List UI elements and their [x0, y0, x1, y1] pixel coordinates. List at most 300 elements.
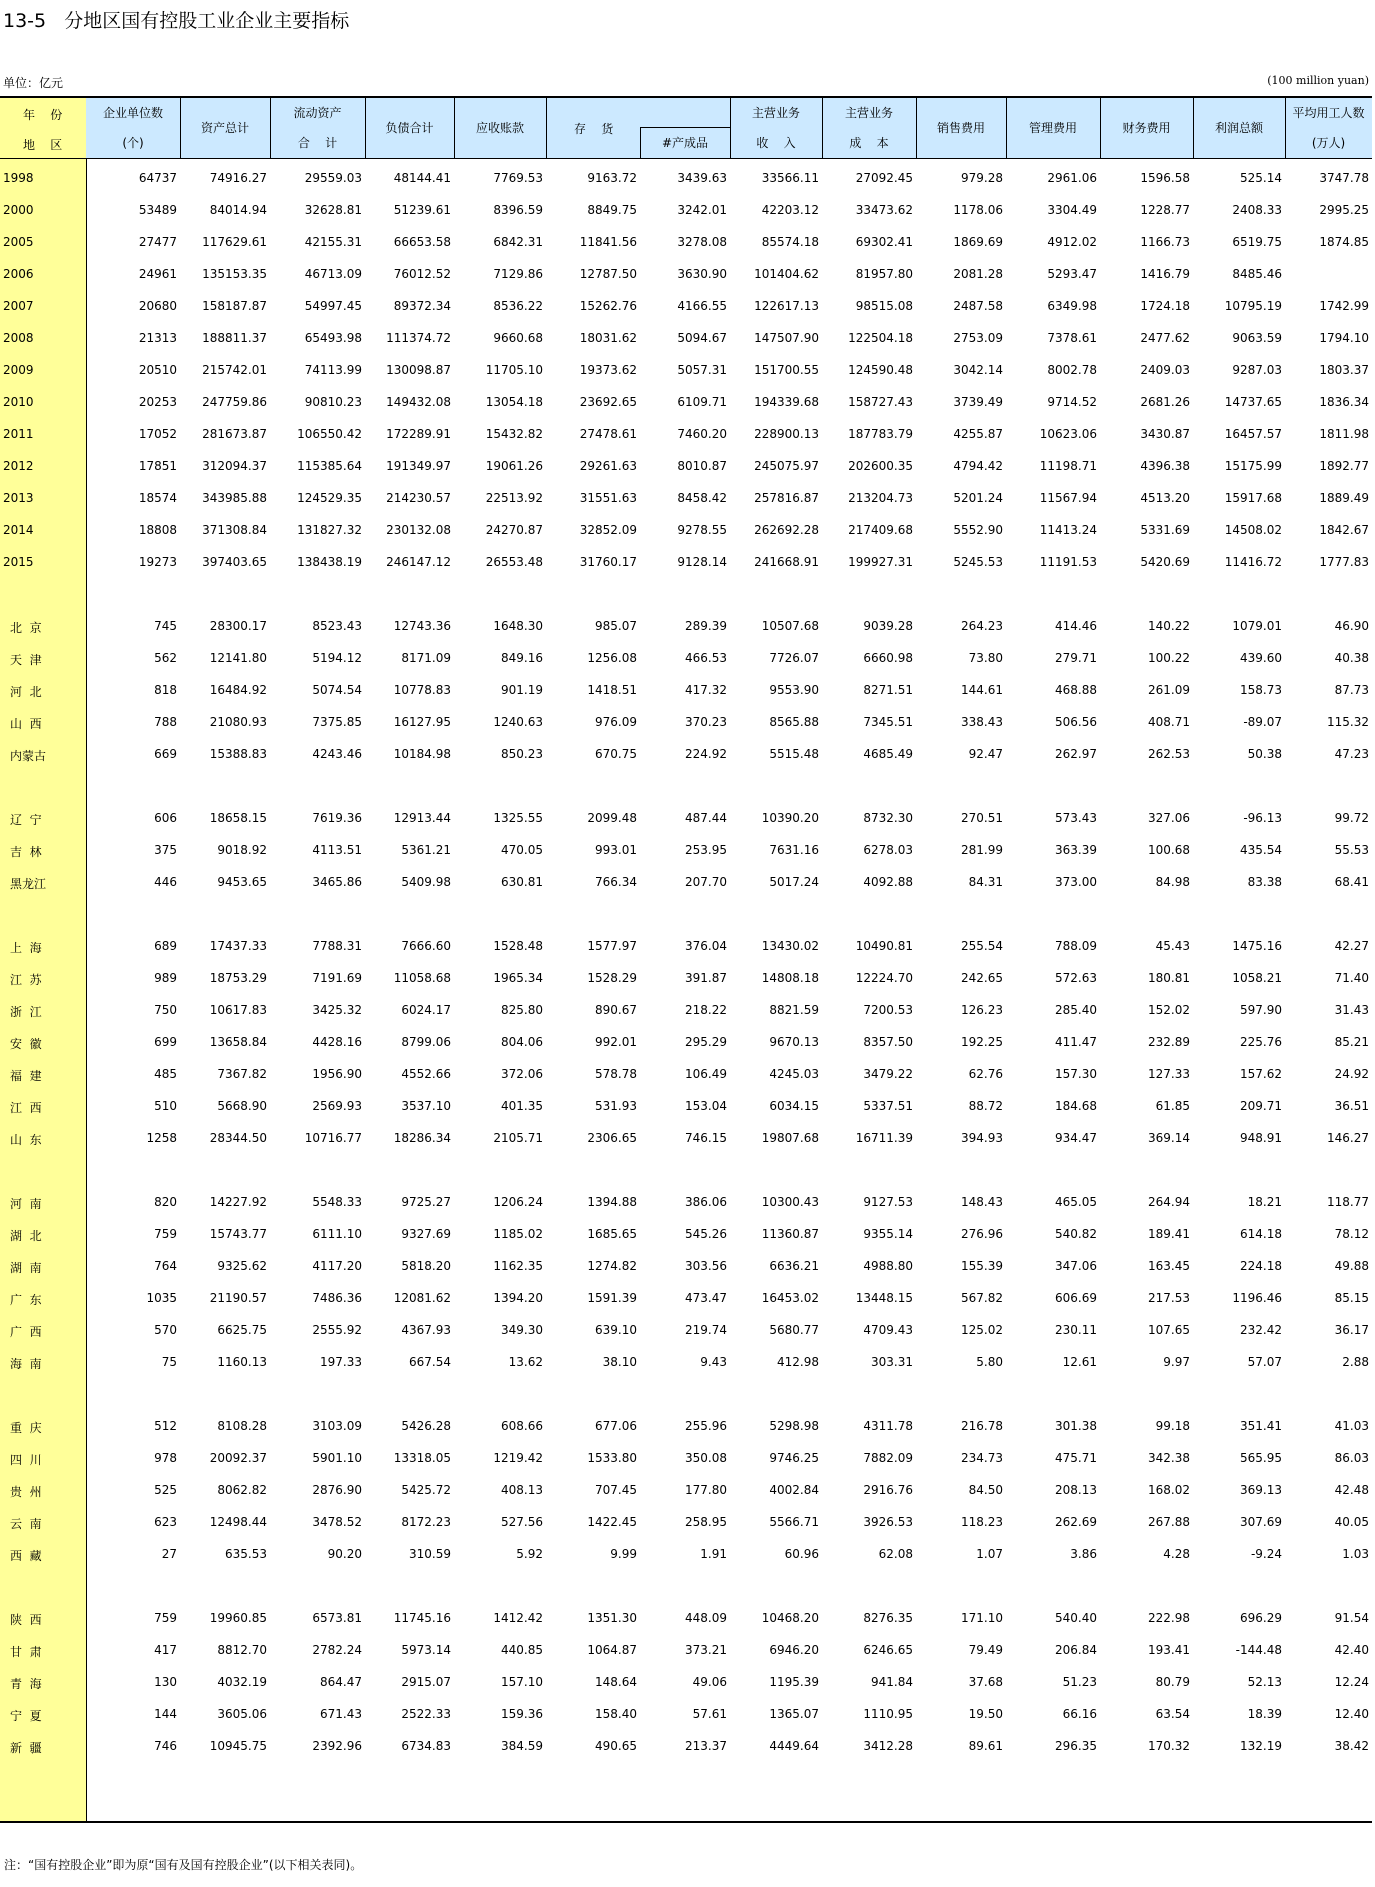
- table-cell: 258.95: [685, 1515, 727, 1529]
- table-cell: 7788.31: [312, 939, 362, 953]
- table-cell: 439.60: [1240, 651, 1282, 665]
- table-cell: 27092.45: [855, 171, 913, 185]
- table-cell: 1240.63: [493, 715, 543, 729]
- row-label: 2009: [3, 363, 34, 377]
- table-cell: 46713.09: [304, 267, 362, 281]
- table-cell: 9.43: [700, 1355, 727, 1369]
- table-cell: 17851: [138, 459, 177, 473]
- table-cell: 4367.93: [401, 1323, 451, 1337]
- table-cell: 397403.65: [202, 555, 267, 569]
- table-cell: 7619.36: [312, 811, 362, 825]
- table-cell: 46.90: [1334, 619, 1369, 633]
- table-cell: 3479.22: [863, 1067, 913, 1081]
- table-cell: 608.66: [501, 1419, 543, 1433]
- table-cell: 4912.02: [1047, 235, 1097, 249]
- column-header-finished-goods: #产成品: [661, 136, 709, 150]
- table-cell: 15262.76: [579, 299, 637, 313]
- table-cell: 9278.55: [677, 523, 727, 537]
- table-cell: 7200.53: [863, 1003, 913, 1017]
- table-cell: 7486.36: [312, 1291, 362, 1305]
- table-cell: 24.92: [1334, 1067, 1369, 1081]
- table-cell: 202600.35: [848, 459, 913, 473]
- table-cell: 51.23: [1062, 1675, 1097, 1689]
- table-row: [0, 843, 1372, 859]
- table-cell: 1178.06: [953, 203, 1003, 217]
- table-cell: 1110.95: [863, 1707, 913, 1721]
- table-cell: 12.61: [1062, 1355, 1097, 1369]
- table-cell: 157.62: [1240, 1067, 1282, 1081]
- table-cell: 9039.28: [863, 619, 913, 633]
- table-cell: 303.56: [685, 1259, 727, 1273]
- table-cell: 296.35: [1055, 1739, 1097, 1753]
- table-cell: 4.28: [1163, 1547, 1190, 1561]
- table-cell: 2409.03: [1140, 363, 1190, 377]
- table-cell: 4092.88: [863, 875, 913, 889]
- table-cell: 7460.20: [677, 427, 727, 441]
- table-cell: 2081.28: [953, 267, 1003, 281]
- table-cell: 6734.83: [401, 1739, 451, 1753]
- table-cell: 1965.34: [493, 971, 543, 985]
- table-cell: 90.20: [327, 1547, 362, 1561]
- table-cell: 9163.72: [587, 171, 637, 185]
- table-cell: 187783.79: [848, 427, 913, 441]
- table-cell: 62.76: [968, 1067, 1003, 1081]
- table-cell: 301.38: [1055, 1419, 1097, 1433]
- table-row: [0, 1003, 1372, 1019]
- table-cell: 303.31: [871, 1355, 913, 1369]
- table-cell: 11705.10: [485, 363, 543, 377]
- table-cell: 8821.59: [769, 1003, 819, 1017]
- table-cell: 934.47: [1055, 1131, 1097, 1145]
- table-cell: 84.50: [968, 1483, 1003, 1497]
- table-cell: 373.00: [1055, 875, 1097, 889]
- table-cell: 84.31: [968, 875, 1003, 889]
- table-cell: 66653.58: [393, 235, 451, 249]
- table-cell: 54997.45: [304, 299, 362, 313]
- table-cell: 2477.62: [1140, 331, 1190, 345]
- table-cell: 115385.64: [297, 459, 362, 473]
- table-cell: 159.36: [501, 1707, 543, 1721]
- table-cell: 3926.53: [863, 1515, 913, 1529]
- table-cell: 41.03: [1334, 1419, 1369, 1433]
- table-cell: 1064.87: [587, 1643, 637, 1657]
- table-cell: 6946.20: [769, 1643, 819, 1657]
- table-cell: 1869.69: [953, 235, 1003, 249]
- table-cell: 31.43: [1334, 1003, 1369, 1017]
- table-row: [0, 299, 1372, 315]
- table-row: [0, 715, 1372, 731]
- table-cell: 5426.28: [401, 1419, 451, 1433]
- table-cell: 4396.38: [1140, 459, 1190, 473]
- table-cell: 5331.69: [1140, 523, 1190, 537]
- table-cell: 5973.14: [401, 1643, 451, 1657]
- table-cell: 372.06: [501, 1067, 543, 1081]
- table-cell: 217.53: [1148, 1291, 1190, 1305]
- table-cell: 36.17: [1334, 1323, 1369, 1337]
- table-cell: 1394.20: [493, 1291, 543, 1305]
- table-cell: 992.01: [595, 1035, 637, 1049]
- table-cell: 343985.88: [202, 491, 267, 505]
- table-cell: 262.97: [1055, 747, 1097, 761]
- column-header-line1: 平均用工人数: [1292, 106, 1365, 120]
- row-label: 新 疆: [10, 1741, 42, 1755]
- table-cell: 171.10: [961, 1611, 1003, 1625]
- table-cell: 1195.39: [769, 1675, 819, 1689]
- table-cell: 11745.16: [393, 1611, 451, 1625]
- table-cell: 9.99: [610, 1547, 637, 1561]
- table-cell: 820: [154, 1195, 177, 1209]
- table-cell: 16453.02: [761, 1291, 819, 1305]
- table-cell: 1058.21: [1232, 971, 1282, 985]
- table-cell: 750: [154, 1003, 177, 1017]
- table-cell: -89.07: [1243, 715, 1282, 729]
- table-cell: 3103.09: [312, 1419, 362, 1433]
- table-cell: 89372.34: [393, 299, 451, 313]
- table-cell: 218.22: [685, 1003, 727, 1017]
- table-cell: 4449.64: [769, 1739, 819, 1753]
- table-cell: 1079.01: [1232, 619, 1282, 633]
- table-cell: 5298.98: [769, 1419, 819, 1433]
- table-cell: 8732.30: [863, 811, 913, 825]
- table-cell: 2995.25: [1319, 203, 1369, 217]
- table-cell: 696.29: [1240, 1611, 1282, 1625]
- table-cell: 670.75: [595, 747, 637, 761]
- table-cell: 15743.77: [209, 1227, 267, 1241]
- table-cell: 42155.31: [304, 235, 362, 249]
- table-cell: 3412.28: [863, 1739, 913, 1753]
- table-cell: 12.24: [1334, 1675, 1369, 1689]
- table-cell: 490.65: [595, 1739, 637, 1753]
- table-row: [0, 1739, 1372, 1755]
- table-cell: 1422.45: [587, 1515, 637, 1529]
- table-cell: 9.97: [1163, 1355, 1190, 1369]
- table-cell: 147507.90: [754, 331, 819, 345]
- table-cell: 9714.52: [1047, 395, 1097, 409]
- header-divider: [0, 158, 1372, 159]
- table-cell: 408.71: [1148, 715, 1190, 729]
- table-cell: 19.50: [968, 1707, 1003, 1721]
- table-cell: 2487.58: [953, 299, 1003, 313]
- table-cell: 506.56: [1055, 715, 1097, 729]
- table-cell: 3605.06: [217, 1707, 267, 1721]
- table-cell: 83.38: [1247, 875, 1282, 889]
- table-row: [0, 1259, 1372, 1275]
- table-cell: 19273: [138, 555, 177, 569]
- table-cell: 7367.82: [217, 1067, 267, 1081]
- table-cell: 699: [154, 1035, 177, 1049]
- table-cell: 7375.85: [312, 715, 362, 729]
- table-cell: 1256.08: [587, 651, 637, 665]
- table-cell: 5361.21: [401, 843, 451, 857]
- table-cell: 87.73: [1334, 683, 1369, 697]
- table-cell: 12913.44: [393, 811, 451, 825]
- table-cell: 23692.65: [579, 395, 637, 409]
- row-label: 云 南: [10, 1517, 42, 1531]
- table-cell: 565.95: [1240, 1451, 1282, 1465]
- row-label: 河 北: [10, 685, 42, 699]
- table-cell: 1325.55: [493, 811, 543, 825]
- table-cell: 8357.50: [863, 1035, 913, 1049]
- table-cell: 42.27: [1334, 939, 1369, 953]
- table-cell: 8799.06: [401, 1035, 451, 1049]
- row-label: 2006: [3, 267, 34, 281]
- table-cell: 10507.68: [761, 619, 819, 633]
- row-label: 青 海: [10, 1677, 42, 1691]
- table-cell: 295.29: [685, 1035, 727, 1049]
- table-cell: 170.32: [1148, 1739, 1190, 1753]
- row-label: 浙 江: [10, 1005, 42, 1019]
- table-cell: 363.39: [1055, 843, 1097, 857]
- table-cell: 417: [154, 1643, 177, 1657]
- row-label: 四 川: [10, 1453, 42, 1467]
- table-cell: 15917.68: [1224, 491, 1282, 505]
- table-cell: 2105.71: [493, 1131, 543, 1145]
- table-cell: 414.46: [1055, 619, 1097, 633]
- table-cell: 1889.49: [1319, 491, 1369, 505]
- table-cell: 2408.33: [1232, 203, 1282, 217]
- table-cell: 151700.55: [754, 363, 819, 377]
- table-cell: 3747.78: [1319, 171, 1369, 185]
- table-cell: 5057.31: [677, 363, 727, 377]
- table-cell: 228900.13: [754, 427, 819, 441]
- table-cell: 1365.07: [769, 1707, 819, 1721]
- table-cell: 5.80: [976, 1355, 1003, 1369]
- stub-header-region: 地 区: [23, 138, 63, 152]
- table-row: [0, 1515, 1372, 1531]
- table-cell: 219.74: [685, 1323, 727, 1337]
- row-label: 广 西: [10, 1325, 42, 1339]
- table-cell: 8276.35: [863, 1611, 913, 1625]
- table-row: [0, 1419, 1372, 1435]
- table-cell: 28344.50: [209, 1131, 267, 1145]
- table-cell: 264.94: [1148, 1195, 1190, 1209]
- table-cell: 4243.46: [312, 747, 362, 761]
- table-cell: 5409.98: [401, 875, 451, 889]
- table-cell: 545.26: [685, 1227, 727, 1241]
- table-cell: 206.84: [1055, 1643, 1097, 1657]
- table-row: [0, 395, 1372, 411]
- table-row: [0, 1707, 1372, 1723]
- table-row: [0, 1067, 1372, 1083]
- table-cell: 10617.83: [209, 1003, 267, 1017]
- table-cell: 262.53: [1148, 747, 1190, 761]
- table-cell: 376.04: [685, 939, 727, 953]
- table-cell: 38.42: [1334, 1739, 1369, 1753]
- table-cell: 369.13: [1240, 1483, 1282, 1497]
- table-cell: 79.49: [968, 1643, 1003, 1657]
- stub-header-year: 年 份: [23, 108, 63, 122]
- table-cell: 241668.91: [754, 555, 819, 569]
- table-cell: 5293.47: [1047, 267, 1097, 281]
- table-cell: 52.13: [1247, 1675, 1282, 1689]
- table-cell: 7726.07: [769, 651, 819, 665]
- table-cell: 289.39: [685, 619, 727, 633]
- table-cell: 149432.08: [386, 395, 451, 409]
- table-cell: 13448.15: [855, 1291, 913, 1305]
- table-cell: 36.51: [1334, 1099, 1369, 1113]
- table-cell: 7191.69: [312, 971, 362, 985]
- table-cell: 5194.12: [312, 651, 362, 665]
- table-cell: 384.59: [501, 1739, 543, 1753]
- table-cell: 270.51: [961, 811, 1003, 825]
- table-cell: 394.93: [961, 1131, 1003, 1145]
- table-cell: 338.43: [961, 715, 1003, 729]
- table-row: [0, 747, 1372, 763]
- table-cell: 3042.14: [953, 363, 1003, 377]
- table-cell: 158.40: [595, 1707, 637, 1721]
- table-cell: 3304.49: [1047, 203, 1097, 217]
- table-cell: 6246.65: [863, 1643, 913, 1657]
- table-cell: 100.68: [1148, 843, 1190, 857]
- table-cell: 606: [154, 811, 177, 825]
- table-cell: 11567.94: [1039, 491, 1097, 505]
- table-cell: 573.43: [1055, 811, 1097, 825]
- table-cell: 4032.19: [217, 1675, 267, 1689]
- table-cell: 4245.03: [769, 1067, 819, 1081]
- table-row: [0, 971, 1372, 987]
- table-cell: 29261.63: [579, 459, 637, 473]
- table-row: [0, 1099, 1372, 1115]
- table-cell: 172289.91: [386, 427, 451, 441]
- table-cell: 234.73: [961, 1451, 1003, 1465]
- table-cell: 614.18: [1240, 1227, 1282, 1241]
- table-row: [0, 1483, 1372, 1499]
- table-cell: 671.43: [320, 1707, 362, 1721]
- table-cell: 562: [154, 651, 177, 665]
- table-cell: 10945.75: [209, 1739, 267, 1753]
- table-cell: 144: [154, 1707, 177, 1721]
- row-label: 2014: [3, 523, 34, 537]
- table-row: [0, 619, 1372, 635]
- table-cell: 15432.82: [485, 427, 543, 441]
- table-cell: 578.78: [595, 1067, 637, 1081]
- table-cell: 759: [154, 1227, 177, 1241]
- table-cell: 78.12: [1334, 1227, 1369, 1241]
- table-row: [0, 683, 1372, 699]
- table-cell: 242.65: [961, 971, 1003, 985]
- row-label: 宁 夏: [10, 1709, 42, 1723]
- table-cell: 623: [154, 1515, 177, 1529]
- table-cell: 4002.84: [769, 1483, 819, 1497]
- table-cell: 9553.90: [769, 683, 819, 697]
- table-row: [0, 1131, 1372, 1147]
- table-cell: 766.34: [595, 875, 637, 889]
- table-cell: 9128.14: [677, 555, 727, 569]
- table-cell: 1196.46: [1232, 1291, 1282, 1305]
- table-cell: 64737: [138, 171, 177, 185]
- table-cell: 10468.20: [761, 1611, 819, 1625]
- table-cell: 412.98: [777, 1355, 819, 1369]
- table-cell: 27478.61: [579, 427, 637, 441]
- table-cell: 20092.37: [209, 1451, 267, 1465]
- table-cell: 1956.90: [312, 1067, 362, 1081]
- table-cell: 5425.72: [401, 1483, 451, 1497]
- table-cell: 485: [154, 1067, 177, 1081]
- table-cell: 130098.87: [386, 363, 451, 377]
- table-cell: 29559.03: [304, 171, 362, 185]
- table-cell: 6111.10: [312, 1227, 362, 1241]
- table-cell: 3465.86: [312, 875, 362, 889]
- table-cell: 148.64: [595, 1675, 637, 1689]
- table-cell: 1160.13: [217, 1355, 267, 1369]
- table-row: [0, 331, 1372, 347]
- table-cell: 61.85: [1155, 1099, 1190, 1113]
- table-cell: 1685.65: [587, 1227, 637, 1241]
- table-cell: 138438.19: [297, 555, 362, 569]
- unit-chinese: 单位：亿元: [3, 76, 64, 90]
- table-cell: 473.47: [685, 1291, 727, 1305]
- table-cell: 3425.32: [312, 1003, 362, 1017]
- table-cell: 525: [154, 1483, 177, 1497]
- statistics-table: [0, 96, 1372, 1823]
- table-cell: 1206.24: [493, 1195, 543, 1209]
- table-cell: 468.88: [1055, 683, 1097, 697]
- table-cell: 88.72: [968, 1099, 1003, 1113]
- table-cell: 91.54: [1334, 1611, 1369, 1625]
- table-cell: 106550.42: [297, 427, 362, 441]
- table-cell: 746.15: [685, 1131, 727, 1145]
- row-label: 福 建: [10, 1069, 42, 1083]
- table-row: [0, 363, 1372, 379]
- table-cell: 2782.24: [312, 1643, 362, 1657]
- table-row: [0, 427, 1372, 443]
- table-cell: 466.53: [685, 651, 727, 665]
- table-cell: 232.89: [1148, 1035, 1190, 1049]
- table-cell: 17052: [138, 427, 177, 441]
- table-cell: 391.87: [685, 971, 727, 985]
- table-cell: 188811.37: [202, 331, 267, 345]
- table-cell: 224.18: [1240, 1259, 1282, 1273]
- table-cell: 117629.61: [202, 235, 267, 249]
- table-cell: 978: [154, 1451, 177, 1465]
- table-cell: 135153.35: [202, 267, 267, 281]
- table-row: [0, 1035, 1372, 1051]
- table-cell: 257816.87: [754, 491, 819, 505]
- table-cell: 15388.83: [209, 747, 267, 761]
- table-cell: 20510: [138, 363, 177, 377]
- column-header-line2: 合 计: [297, 136, 338, 150]
- table-cell: 6842.31: [493, 235, 543, 249]
- table-cell: 417.32: [685, 683, 727, 697]
- table-cell: 9325.62: [217, 1259, 267, 1273]
- table-cell: 342.38: [1148, 1451, 1190, 1465]
- table-cell: 11191.53: [1039, 555, 1097, 569]
- table-cell: 33473.62: [855, 203, 913, 217]
- table-cell: 5548.33: [312, 1195, 362, 1209]
- table-cell: 6349.98: [1047, 299, 1097, 313]
- table-cell: 80.79: [1155, 1675, 1190, 1689]
- table-cell: 33566.11: [761, 171, 819, 185]
- table-cell: 1892.77: [1319, 459, 1369, 473]
- table-cell: 148.43: [961, 1195, 1003, 1209]
- table-cell: 213204.73: [848, 491, 913, 505]
- table-cell: 9018.92: [217, 843, 267, 857]
- table-cell: 18808: [138, 523, 177, 537]
- table-cell: 8523.43: [312, 619, 362, 633]
- table-cell: 7378.61: [1047, 331, 1097, 345]
- column-header: 财务费用: [1122, 121, 1171, 135]
- table-cell: 1.07: [976, 1547, 1003, 1561]
- table-cell: 4428.16: [312, 1035, 362, 1049]
- table-cell: 1811.98: [1319, 427, 1369, 441]
- table-cell: 279.71: [1055, 651, 1097, 665]
- table-cell: 163.45: [1148, 1259, 1190, 1273]
- table-cell: 8010.87: [677, 459, 727, 473]
- table-cell: 606.69: [1055, 1291, 1097, 1305]
- table-cell: 13054.18: [485, 395, 543, 409]
- table-cell: 232.42: [1240, 1323, 1282, 1337]
- row-label: 1998: [3, 171, 34, 185]
